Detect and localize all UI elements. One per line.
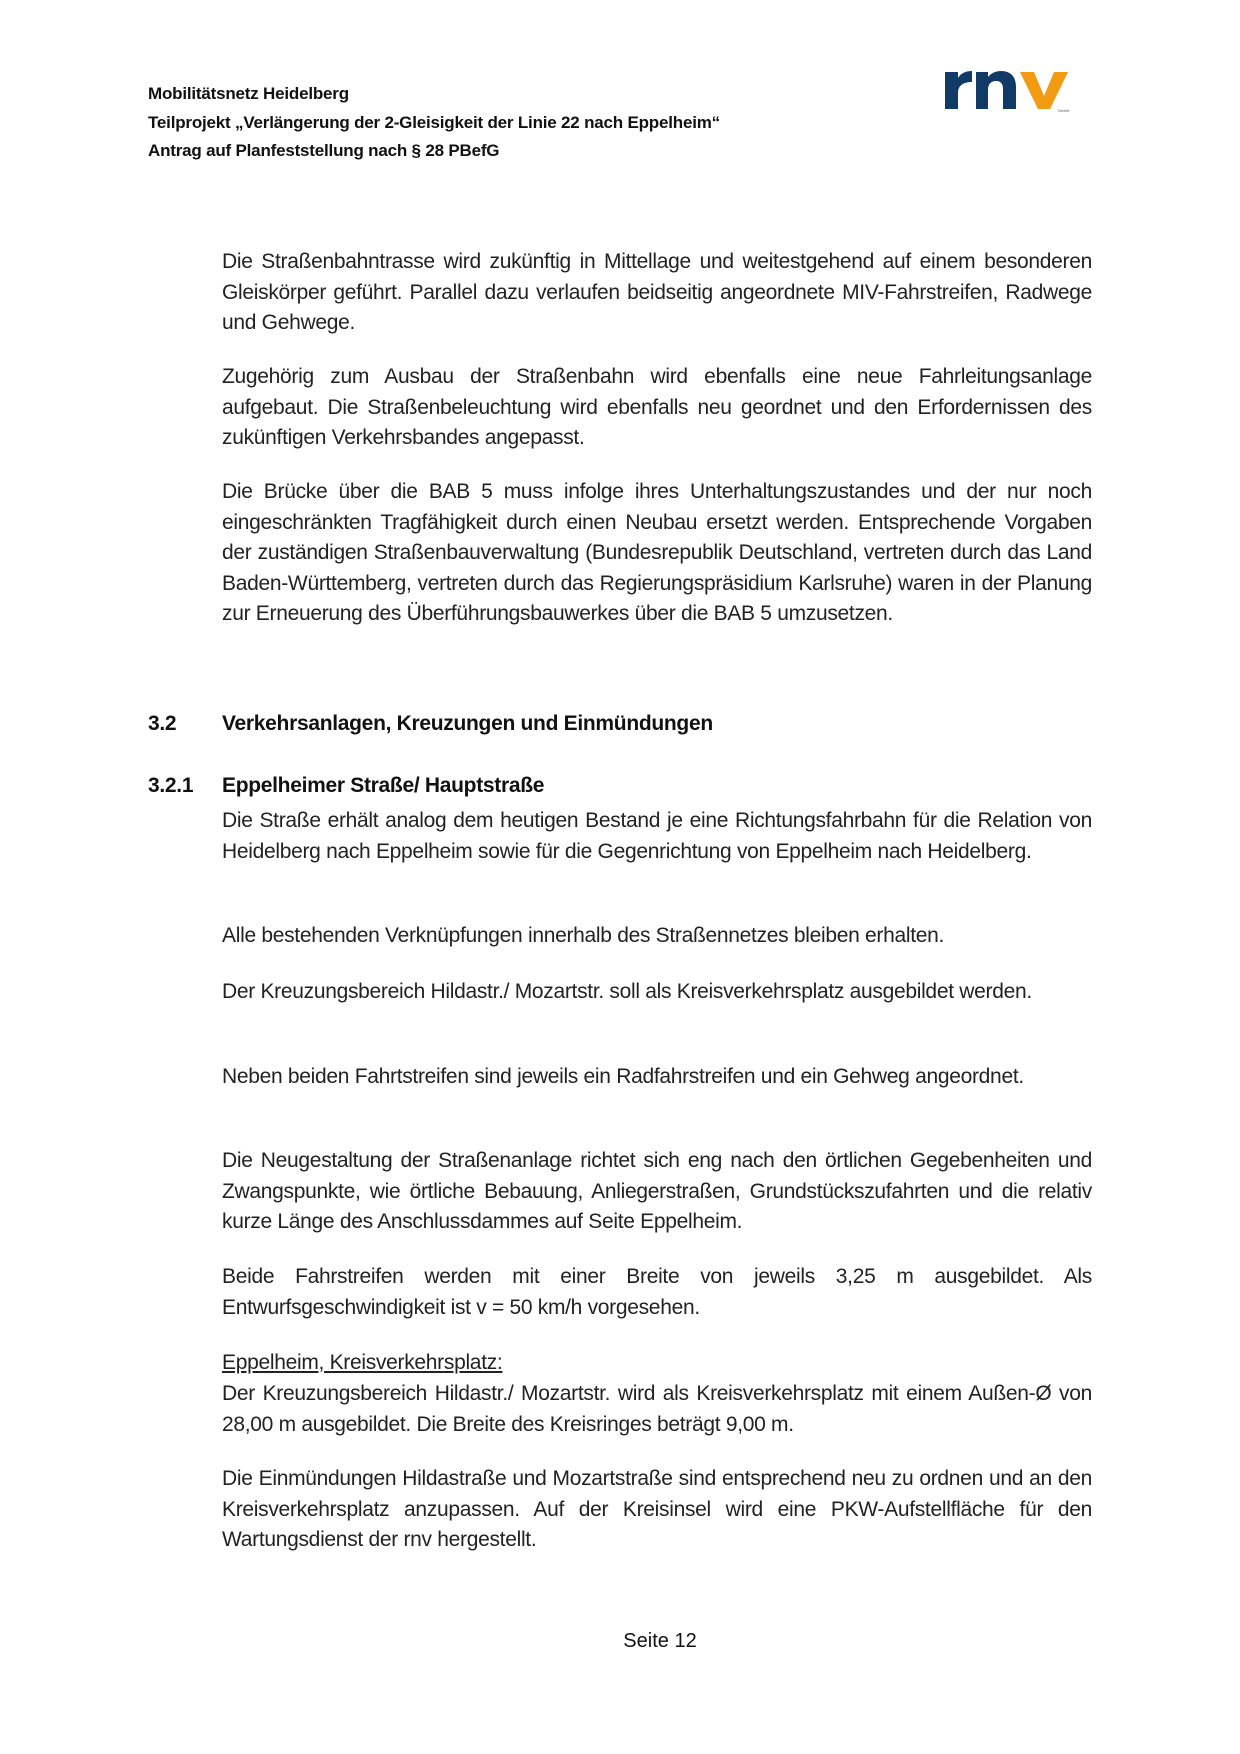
paragraph-overhead-line: Zugehörig zum Ausbau der Straßenbahn wird ebenfalls eine neue Fahrleitungsanlage aufgebaut. Die Straßenbeleuchtung wird ebenfalls neu geordnet und den Erfordernissen des zukünftigen Verkehrsbandes angepasst. [222, 365, 1092, 449]
header-subproject: Teilprojekt „Verlängerung der 2-Gleisigkeit der Linie 22 nach Eppelheim“ [148, 112, 720, 132]
document-header [148, 80, 720, 166]
section-number: 3.2.1 [148, 774, 194, 797]
subheading-roundabout: Eppelheim, Kreisverkehrsplatz: [222, 1351, 503, 1374]
rnv-logo [943, 62, 1083, 114]
section-title: Eppelheimer Straße/ Hauptstraße [222, 774, 545, 797]
paragraph-carriageways: Die Straße erhält analog dem heutigen Bestand je eine Richtungsfahrbahn für die Relation von Heidelberg nach Eppelheim sowie für die Gegenrichtung von Eppelheim nach Heidelberg. [222, 809, 1092, 863]
header-project-name: Mobilitätsnetz Heidelberg [148, 84, 349, 103]
header-application: Antrag auf Planfeststellung nach § 28 PBefG [148, 141, 500, 160]
paragraph-lane-width: Beide Fahrstreifen werden mit einer Breite von jeweils 3,25 m ausgebildet. Als Entwurfsgeschwindigkeit ist v = 50 km/h vorgesehen. [222, 1265, 1092, 1319]
paragraph-connections: Alle bestehenden Verknüpfungen innerhalb des Straßennetzes bleiben erhalten. [222, 924, 945, 947]
paragraph-constraints: Die Neugestaltung der Straßenanlage richtet sich eng nach den örtlichen Gegebenheiten und Zwangspunkte, wie örtliche Bebauung, Anliegerstraßen, Grundstückszufahrten und die relativ kurze Länge des Anschlussdammes auf Seite Eppelheim. [222, 1149, 1092, 1233]
paragraph-roundabout-dimensions: Der Kreuzungsbereich Hildastr./ Mozartstr. wird als Kreisverkehrsplatz mit einem Außen-Ø von 28,00 m ausgebildet. Die Breite des Kreisringes beträgt 9,00 m. [222, 1382, 1092, 1436]
paragraph-roundabout-intent: Der Kreuzungsbereich Hildastr./ Mozartstr. soll als Kreisverkehrsplatz ausgebildet werden. [222, 980, 1032, 1003]
paragraph-bike-lanes: Neben beiden Fahrtstreifen sind jeweils ein Radfahrstreifen und ein Gehweg angeordnet. [222, 1065, 1024, 1088]
section-number: 3.2 [148, 712, 177, 735]
page-number: Seite 12 [623, 1630, 697, 1652]
rnv-logo-icon [943, 62, 1083, 114]
paragraph-bridge-bab5: Die Brücke über die BAB 5 muss infolge ihres Unterhaltungszustandes und der nur noch eingeschränkten Tragfähigkeit durch einen Neubau ersetzt werden. Entsprechende Vorgaben der zuständigen Straßenbauverwaltung (Bundesrepublik Deutschland, vertreten durch das Land Baden-Württemberg, vertreten durch das Regierungspräsidium Karlsruhe) waren in der Planung zur Erneuerung des Überführungsbauwerkes über die BAB 5 umzusetzen. [222, 480, 1092, 625]
paragraph-junctions: Die Einmündungen Hildastraße und Mozartstraße sind entsprechend neu zu ordnen und an den Kreisverkehrsplatz anzupassen. Auf der Kreisinsel wird eine PKW-Aufstellfläche für den Wartungsdienst der rnv hergestellt. [222, 1467, 1092, 1551]
paragraph-track-layout: Die Straßenbahntrasse wird zukünftig in Mittellage und weitestgehend auf einem besonderen Gleiskörper geführt. Parallel dazu verlaufen beidseitig angeordnete MIV-Fahrstreifen, Radwege und Gehwege. [222, 250, 1092, 334]
section-title: Verkehrsanlagen, Kreuzungen und Einmündungen [222, 712, 713, 735]
svg-text:GmbH: GmbH [1058, 108, 1070, 113]
